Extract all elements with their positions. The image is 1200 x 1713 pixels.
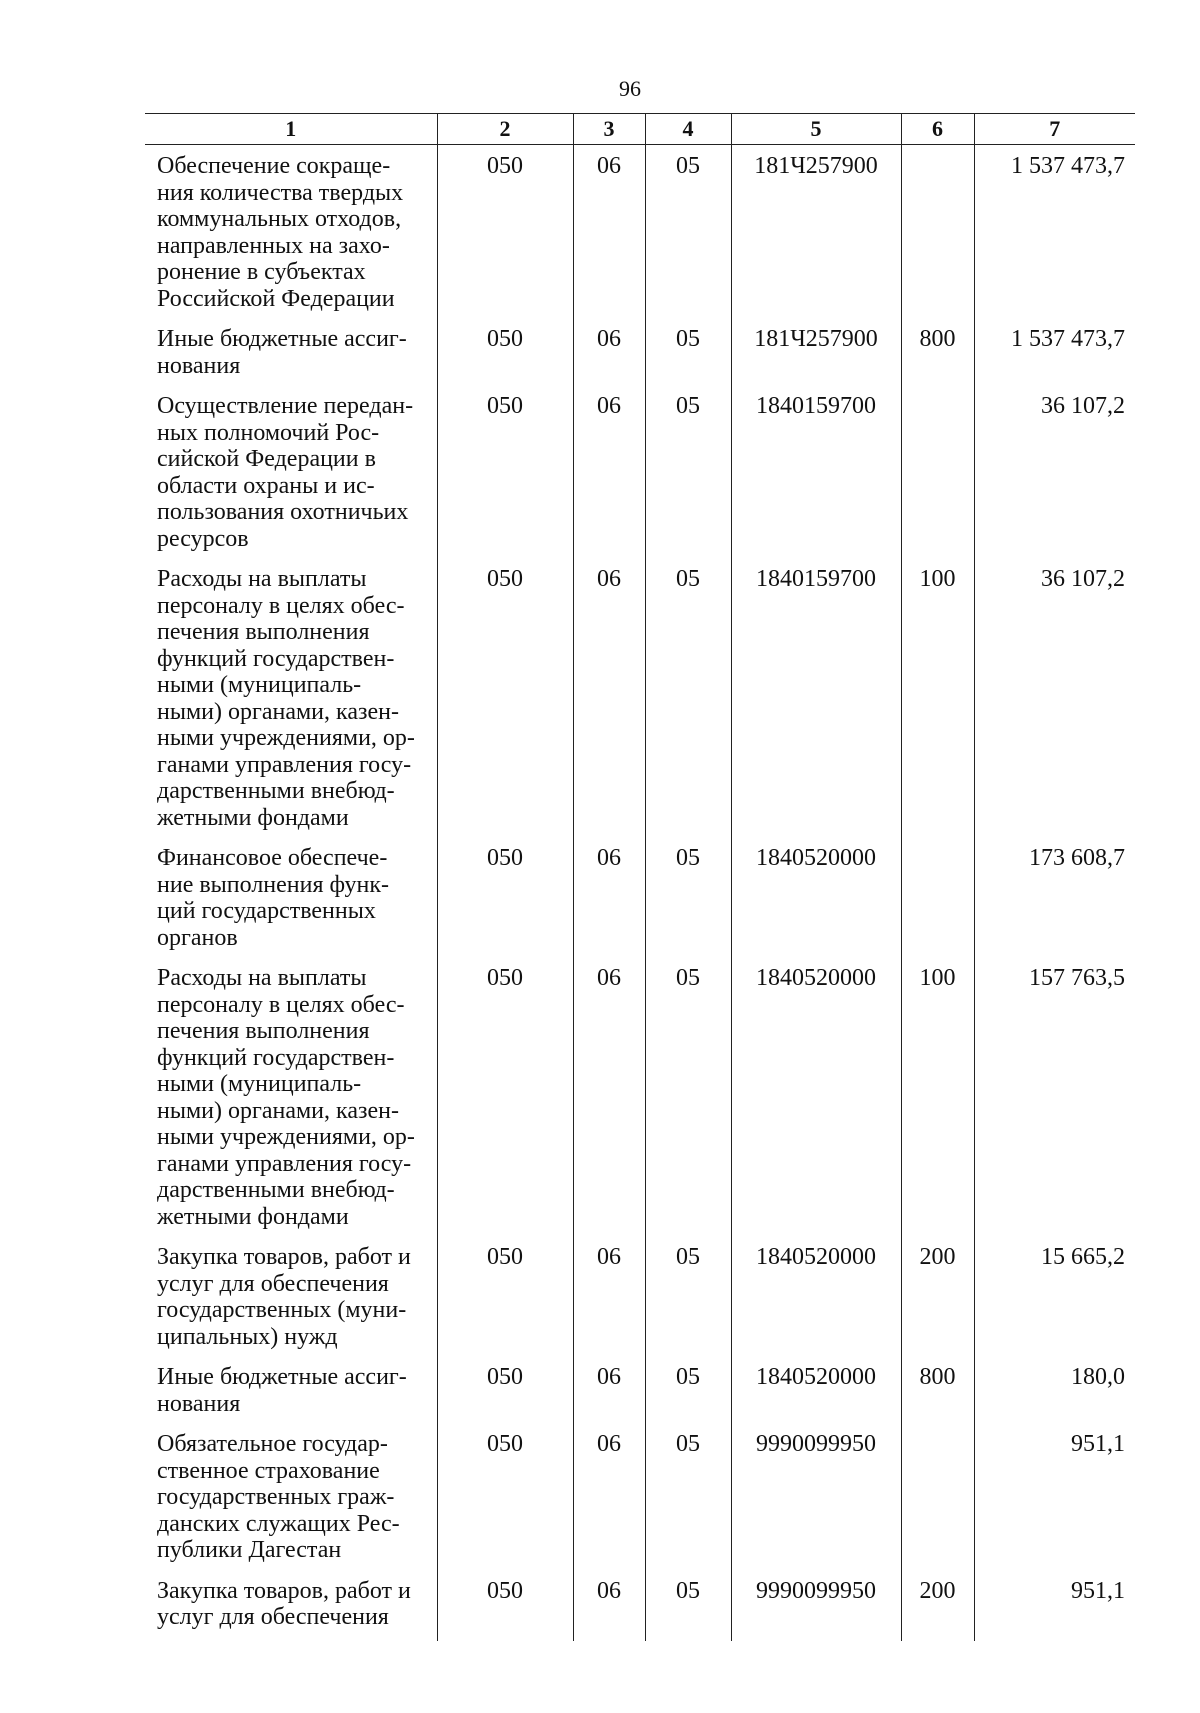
subsection-code-cell: 05 xyxy=(645,1360,731,1427)
description-line: персоналу в целях обес- xyxy=(157,991,405,1018)
expense-type-cell xyxy=(901,389,974,562)
target-article-cell: 1840520000 xyxy=(731,841,901,961)
description-line: услуг для обеспечения xyxy=(157,1270,389,1297)
amount-cell: 180,0 xyxy=(974,1360,1135,1427)
table-row xyxy=(145,841,1135,961)
description-line: Российской Федерации xyxy=(157,285,395,312)
expense-type-cell: 100 xyxy=(901,562,974,841)
target-article-cell: 1840159700 xyxy=(731,562,901,841)
description-line: ными (муниципаль- xyxy=(157,1071,362,1097)
target-article-cell: 1840520000 xyxy=(731,1360,901,1427)
description-line: функций государствен- xyxy=(157,645,395,672)
description-line: Иные бюджетные ассиг- xyxy=(157,1364,407,1390)
description-line: государственных (муни- xyxy=(157,1297,407,1323)
table-header-row xyxy=(145,114,1135,145)
description-line: ние выполнения функ- xyxy=(157,871,389,898)
amount-cell: 1 537 473,7 xyxy=(974,145,1135,323)
column-header-6: 6 xyxy=(901,114,974,145)
expense-type-cell: 800 xyxy=(901,322,974,389)
amount-cell: 173 608,7 xyxy=(974,841,1135,961)
subsection-code-cell: 05 xyxy=(645,961,731,1240)
description-line: жетными фондами xyxy=(157,1203,349,1230)
target-article-cell: 1840159700 xyxy=(731,389,901,562)
section-code-cell: 06 xyxy=(573,322,645,389)
description-line: нования xyxy=(157,352,241,379)
admin-code-cell: 050 xyxy=(437,1427,573,1574)
expense-type-cell xyxy=(901,1427,974,1574)
description-line: ципальных) нужд xyxy=(157,1323,338,1350)
table-row xyxy=(145,961,1135,1240)
amount-cell: 1 537 473,7 xyxy=(974,322,1135,389)
subsection-code-cell: 05 xyxy=(645,1240,731,1360)
description-line: ными учреждениями, ор- xyxy=(157,725,415,751)
description-line: ными) органами, казен- xyxy=(157,1097,399,1124)
section-code-cell: 06 xyxy=(573,389,645,562)
description-line: дарственными внебюд- xyxy=(157,778,395,804)
section-code-cell: 06 xyxy=(573,1240,645,1360)
subsection-code-cell: 05 xyxy=(645,1574,731,1641)
target-article-cell: 181Ч257900 xyxy=(731,145,901,323)
description-line: государственных граж- xyxy=(157,1484,395,1510)
table-row xyxy=(145,1240,1135,1360)
description-line: ными учреждениями, ор- xyxy=(157,1124,415,1150)
target-article-cell: 9990099950 xyxy=(731,1427,901,1574)
amount-cell: 951,1 xyxy=(974,1427,1135,1574)
row-description xyxy=(145,1574,437,1641)
description-line: ных полномочий Рос- xyxy=(157,419,380,446)
admin-code-cell: 050 xyxy=(437,322,573,389)
section-code-cell: 06 xyxy=(573,1574,645,1641)
budget-table xyxy=(145,113,1135,1641)
amount-cell: 36 107,2 xyxy=(974,562,1135,841)
table-body xyxy=(145,145,1135,1641)
admin-code-cell: 050 xyxy=(437,961,573,1240)
admin-code-cell: 050 xyxy=(437,1240,573,1360)
description-line: направленных на захо- xyxy=(157,232,390,259)
description-line: дарственными внебюд- xyxy=(157,1177,395,1203)
description-line: коммунальных отходов, xyxy=(157,206,402,232)
description-line: функций государствен- xyxy=(157,1044,395,1071)
subsection-code-cell: 05 xyxy=(645,145,731,323)
description-line: Осуществление передан- xyxy=(157,393,414,419)
row-description xyxy=(145,145,437,323)
description-line: данских служащих Рес- xyxy=(157,1510,400,1537)
description-line: жетными фондами xyxy=(157,804,349,831)
admin-code-cell: 050 xyxy=(437,1574,573,1641)
description-line: ций государственных xyxy=(157,898,376,924)
subsection-code-cell: 05 xyxy=(645,841,731,961)
description-line: нования xyxy=(157,1390,241,1417)
admin-code-cell: 050 xyxy=(437,145,573,323)
description-line: ганами управления госу- xyxy=(157,751,412,778)
description-line: области охраны и ис- xyxy=(157,472,375,499)
admin-code-cell: 050 xyxy=(437,562,573,841)
admin-code-cell: 050 xyxy=(437,841,573,961)
expense-type-cell xyxy=(901,145,974,323)
expense-type-cell: 800 xyxy=(901,1360,974,1427)
description-line: печения выполнения xyxy=(157,1018,370,1044)
table-row xyxy=(145,1574,1135,1641)
table-row xyxy=(145,562,1135,841)
row-description xyxy=(145,1360,437,1427)
description-line: органов xyxy=(157,924,238,951)
target-article-cell: 181Ч257900 xyxy=(731,322,901,389)
table-row xyxy=(145,145,1135,323)
description-line: сийской Федерации в xyxy=(157,446,376,472)
section-code-cell: 06 xyxy=(573,961,645,1240)
description-line: ния количества твердых xyxy=(157,179,404,206)
description-line: Закупка товаров, работ и xyxy=(157,1577,411,1604)
row-description xyxy=(145,1427,437,1574)
row-description xyxy=(145,1240,437,1360)
section-code-cell: 06 xyxy=(573,145,645,323)
target-article-cell: 9990099950 xyxy=(731,1574,901,1641)
subsection-code-cell: 05 xyxy=(645,322,731,389)
expense-type-cell: 200 xyxy=(901,1240,974,1360)
amount-cell: 36 107,2 xyxy=(974,389,1135,562)
description-line: Финансовое обеспече- xyxy=(157,845,388,871)
table-row xyxy=(145,1427,1135,1574)
table-row xyxy=(145,322,1135,389)
amount-cell: 15 665,2 xyxy=(974,1240,1135,1360)
amount-cell: 951,1 xyxy=(974,1574,1135,1641)
description-line: пользования охотничьих xyxy=(157,499,409,525)
description-line: Обязательное государ- xyxy=(157,1431,388,1457)
description-line: услуг для обеспечения xyxy=(157,1604,389,1630)
section-code-cell: 06 xyxy=(573,1360,645,1427)
target-article-cell: 1840520000 xyxy=(731,1240,901,1360)
description-line: ронение в субъектах xyxy=(157,259,366,285)
row-description xyxy=(145,562,437,841)
description-line: Иные бюджетные ассиг- xyxy=(157,326,407,352)
expense-type-cell xyxy=(901,841,974,961)
column-header-7: 7 xyxy=(974,114,1135,145)
amount-cell: 157 763,5 xyxy=(974,961,1135,1240)
column-header-2: 2 xyxy=(437,114,573,145)
section-code-cell: 06 xyxy=(573,841,645,961)
description-line: ганами управления госу- xyxy=(157,1150,412,1177)
subsection-code-cell: 05 xyxy=(645,562,731,841)
description-line: ственное страхование xyxy=(157,1457,380,1484)
section-code-cell: 06 xyxy=(573,562,645,841)
subsection-code-cell: 05 xyxy=(645,389,731,562)
expense-type-cell: 100 xyxy=(901,961,974,1240)
expense-type-cell: 200 xyxy=(901,1574,974,1641)
subsection-code-cell: 05 xyxy=(645,1427,731,1574)
row-description xyxy=(145,841,437,961)
row-description xyxy=(145,961,437,1240)
row-description xyxy=(145,389,437,562)
description-line: ными (муниципаль- xyxy=(157,672,362,698)
column-header-1: 1 xyxy=(145,114,437,145)
table-row xyxy=(145,389,1135,562)
table-row xyxy=(145,1360,1135,1427)
page-number: 96 xyxy=(619,76,641,101)
row-description xyxy=(145,322,437,389)
column-header-3: 3 xyxy=(573,114,645,145)
description-line: публики Дагестан xyxy=(157,1537,342,1563)
section-code-cell: 06 xyxy=(573,1427,645,1574)
description-line: Расходы на выплаты xyxy=(157,566,367,592)
target-article-cell: 1840520000 xyxy=(731,961,901,1240)
column-header-4: 4 xyxy=(645,114,731,145)
column-header-5: 5 xyxy=(731,114,901,145)
description-line: ными) органами, казен- xyxy=(157,698,399,725)
admin-code-cell: 050 xyxy=(437,1360,573,1427)
description-line: ресурсов xyxy=(157,525,249,552)
admin-code-cell: 050 xyxy=(437,389,573,562)
description-line: Расходы на выплаты xyxy=(157,965,367,991)
description-line: Закупка товаров, работ и xyxy=(157,1244,411,1270)
description-line: печения выполнения xyxy=(157,619,370,645)
description-line: персоналу в целях обес- xyxy=(157,592,405,619)
description-line: Обеспечение сокраще- xyxy=(157,153,391,179)
